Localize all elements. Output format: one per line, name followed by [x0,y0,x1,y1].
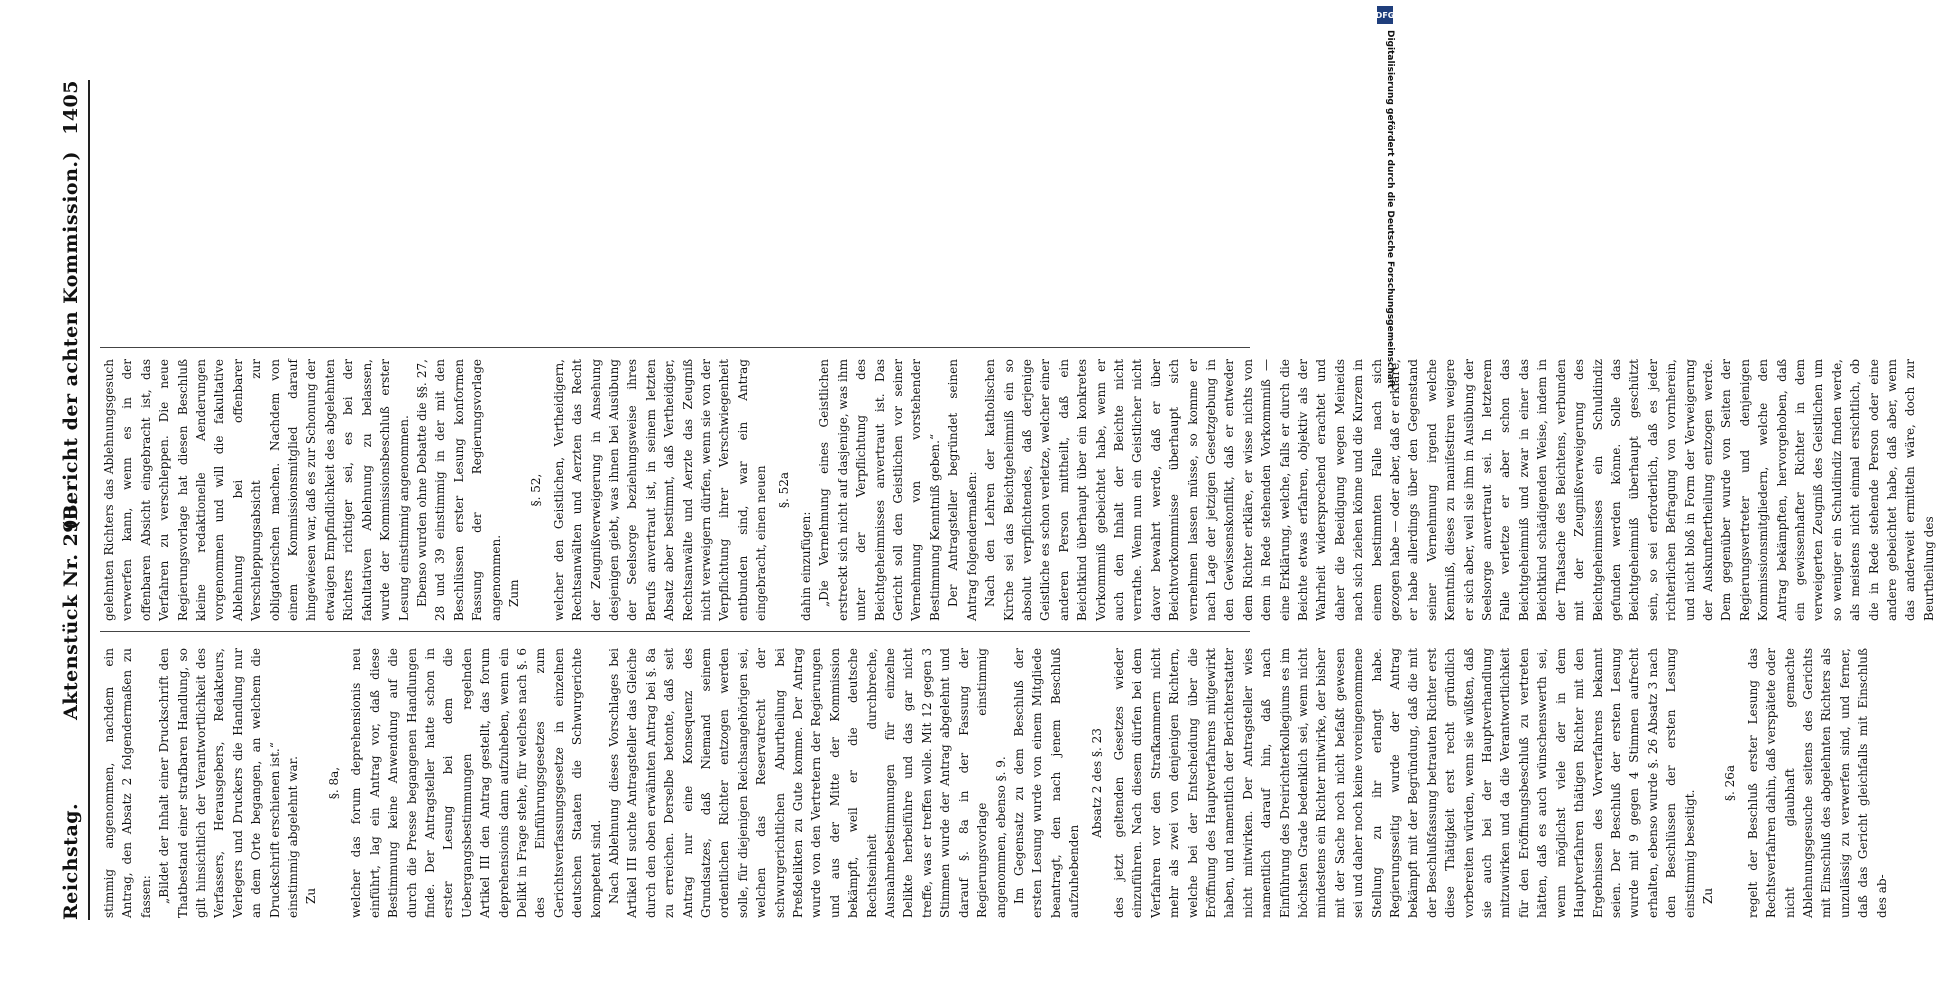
paragraph: gelehnten Richters das Ablehnungsgesuch verwerfen kann, wenn es in der offenbaren Absicht eingebracht ist, das Verfahren zu verschleppen. Die neue Regierungsvorlage hat diesen Beschluß kleine redaktionelle Aenderungen vorgenommen und will die fakultative Ablehnung bei offenbarer Verschleppungsabsicht zur obligatorischen machen. Nachdem von einem Kommissionsmitglied darauf hingewiesen war, daß es zur Schonung der etwaigen Empfindlichkeit des abgelehnten Richters richtiger sei, es bei der fakultativen Ablehnung zu belassen, wurde der Kommissionsbeschluß erster Lesung einstimmig angenommen. [102,358,411,621]
section-heading: §. 8a, [326,766,341,800]
paragraph: dahin einzufügen: [799,511,814,621]
paragraph: Nach den Lehren der katholischen Kirche sei das Beichtgeheimniß ein so absolut verpflichtendes, daß derjenige Geistliche es schon verletze, welcher einer anderen Person mittheilt, daß ein Beichtkind überhaupt über ein konkretes Vorkommniß gebeichtet habe, wenn er auch den Inhalt der Beichte nicht verrathe. Wenn nun ein Geistlicher nicht davor bewahrt werde, daß er über Beichtvorkommnisse überhaupt sich vernehmen lassen müsse, so komme er nach Lage der jetzigen Gesetzgebung in den Gewissenskonflikt, daß er entweder dem Richter erkläre, er wisse nichts von dem in Rede stehenden Vorkommniß — eine Erklärung, welche, falls er durch die Beichte etwas erfahren, objektiv als der Wahrheit widersprechend erachtet und daher die Beeidigung wegen Meineids nach sich ziehen könne und die Kurzem in einem bestimmten Falle nach sich gezogen habe — oder aber, daß er erkläre, er habe allerdings über den Gegenstand seiner Vernehmung irgend welche Kenntniß, dieses zu manifestiren weigere er sich aber, weil sie ihm in Ausübung der Seelsorge anvertraut sei. In letzterem Falle verletze er aber schon das Beichtgeheimniß und zwar in einer das Beichtkind schädigenden Weise, indem in der Thatsache des Beichtens, verbunden mit der Zeugnißverweigerung des Beichtgeheimnisses ein Schuldindiz gefunden werden könne. Solle das Beichtgeheimniß überhaupt geschützt sein, so sei erforderlich, daß es jeder richterlichen Befragung von vornherein, und nicht bloß in Form der Verweigerung der Auskunftertheilung entzogen werde. Dem gegenüber wurde von Seiten der Regierungsvertreter und denjenigen Kommissionsmitgliedern, welche den Antrag bekämpften, hervorgehoben, daß ein gewissenhafter Richter in dem verweigerten Zeugniß des Geistlichen um so weniger ein Schuldindiz finden werde, als meistens nicht einmal ersichtlich, ob die in Rede stehende Person oder eine andere gebeichtet habe, daß aber, wenn das anderweit ermitteln wäre, doch zur Beurtheilung des [983,359,1936,621]
section-heading: Absatz 2 des §. 23 [1089,728,1104,838]
section-heading: §. 52a [776,471,791,509]
paragraph: Zu [1700,887,1715,904]
dfg-logo: DFG [1377,6,1393,24]
page-number: 1405 [60,80,82,135]
paragraph: des jetzt geltenden Gesetzes wieder einzuführen. Nach diesem dürfen bei dem Verfahren vor den Strafkammern nicht mehr als zwei von denjenigen Richtern, welche bei der Entscheidung über die Eröffnung des Hauptverfahrens mitgewirkt haben, und namentlich der Berichterstatter nicht mitwirken. Der Antragsteller wies namentlich darauf hin, daß nach Einführung des Dreirichterkollegiums es im höchsten Grade bedenklich sei, wenn nicht mindestens ein Richter mitwirke, der bisher mit der Sache noch nicht befaßt gewesen sei und daher noch keine voreingenommene Stellung zu ihr erlangt habe. Regierungsseitig wurde der Antrag bekämpft mit der Begründung, daß die mit der Beschlußfassung betrauten Richter erst diese Thätigkeit erst recht gründlich vorbereiten würden, wenn sie wüßten, daß sie auch bei der Hauptverhandlung mitzuwirken und da die Verantwortlichkeit für den Eröffnungsbeschluß zu vertreten hätten, daß es auch wünschenswerth sei, wenn möglichst viele der in dem Hauptverfahren thätigen Richter mit den Ergebnissen des Vorverfahrens bekannt seien. Der Beschluß der ersten Lesung wurde mit 9 gegen 4 Stimmen aufrecht erhalten, ebenso wurde §. 26 Absatz 3 nach den Beschlüssen der ersten Lesung einstimmig beseitigt. [1111,648,1697,918]
header-section-title: (Bericht der achten Kommission.) [60,150,82,530]
text-column-middle [100,358,1936,632]
paragraph: Zum [506,579,521,607]
paragraph: stimmig angenommen, nachdem ein Antrag, den Absatz 2 folgendermaßen zu fassen: [102,648,153,918]
page-header [58,80,90,920]
paragraph: regelt der Beschluß erster Lesung das Rechtsverfahren dahin, daß verspätete oder nicht glaubhaft gemachte Ablehnungsgesuche seitens des Gerichts mit Einschluß des abgelehnten Richters als unzulässig zu verwerfen sind, und ferner, daß das Gericht gleichfalls mit Einschluß des ab- [1745,648,1889,918]
paragraph: welcher den Geistlichen, Vertheidigern, Rechtsanwälten und Aerzten das Recht der Zeugnißverweigerung in Ansehung desjenigen giebt, was ihnen bei Ausübung der Seelsorge beziehungsweise ihres Berufs anvertraut ist, in seinem letzten Absatz aber bestimmt, daß Vertheidiger, Rechtsanwälte und Aerzte das Zeugniß nicht verweigern dürfen, wenn sie von der Verpflichtung ihrer Verschwiegenheit entbunden sind, war ein Antrag eingebracht, einen neuen [551,359,769,621]
header-left: Reichstag. [60,802,82,920]
section-heading: §. 52, [529,473,544,507]
paragraph: „Die Vernehmung eines Geistlichen erstreckt sich nicht auf dasjenige, was ihm unter der Verpflichtung des Beichtgeheimnisses anvertraut ist. Das Gericht soll den Geistlichen vor seiner Vernehmung von vorstehender Bestimmung Kenntniß geben.“ [817,359,942,621]
paragraph: Nach Ablehnung dieses Vorschlages bei Artikel III suchte Antragsteller das Gleiche durch den oben erwähnten Antrag bei §. 8a zu erreichen. Derselbe betonte, daß seit Antrag nur eine Konsequenz des Grundsatzes, daß Niemand seinem ordentlichen Richter entzogen werden solle, für diejenigen Reichsangehörigen sei, welchen das Reservatrecht der schwurgerichtlichen Aburtheilung bei Preßdelikten zu Gute komme. Der Antrag wurde von den Vertretern der Regierungen und aus der Mitte der Kommission bekämpft, weil er die deutsche Rechtseinheit durchbreche, Ausnahmebestimmungen für einzelne Delikte herbeiführe und das gar nicht treffe, was er treffen wolle. Mit 12 gegen 3 Stimmen wurde der Antrag abgelehnt und darauf §. 8a in der Fassung der Regierungsvorlage einstimmig angenommen, ebenso §. 9. [606,648,1008,918]
paragraph: Im Gegensatz zu dem Beschluß der ersten Lesung wurde von einem Mitgliede beantragt, den nach jenem Beschluß aufzuhebenden [1011,648,1082,918]
digitization-credit: Digitalisierung gefördert durch die Deutsche Forschungsgemeinschaft [1385,30,1395,389]
paragraph: Zu [304,887,319,904]
paragraph: Ebenso wurden ohne Debatte die §§. 27, 28 und 39 einstimmig in der mit den Beschlüssen erster Lesung konformen Fassung der Regierungsvorlage angenommen. [414,359,503,621]
digitization-sidebar [1375,0,1395,1000]
header-document-number: Aktenstück Nr. 290. [60,498,82,720]
paragraph: einstimmig abgelehnt war. [286,756,301,918]
paragraph: „Bildet der Inhalt einer Druckschrift den Thatbestand einer strafbaren Handlung, so gilt hinsichtlich der Verantwortlichkeit des Verfassers, Herausgebers, Redakteurs, Verlegers und Druckers die Handlung nur an dem Orte begangen, an welchem die Druckschrift erschienen ist.“ [157,648,282,918]
paragraph: welcher das forum deprehensionis neu einführt, lag ein Antrag vor, daß diese Bestimmung keine Anwendung auf die durch die Presse begangenen Handlungen finde. Der Antragsteller hatte schon in erster Lesung bei dem die Uebergangsbestimmungen regelnden Artikel III den Antrag gestellt, das forum deprehensionis dann aufzuheben, wenn ein Delikt in Frage stehe, für welches nach §. 6 des Einführungsgesetzes zum Gerichtsverfassungsgesetze in einzelnen deutschen Staaten die Schwurgerichte kompetent sind. [349,648,603,918]
text-column-right [100,75,1250,348]
section-heading: §. 26a [1723,764,1738,802]
paragraph: Der Antragsteller begründet seinen Antrag folgendermaßen: [946,359,979,621]
text-column-left [100,648,1889,918]
